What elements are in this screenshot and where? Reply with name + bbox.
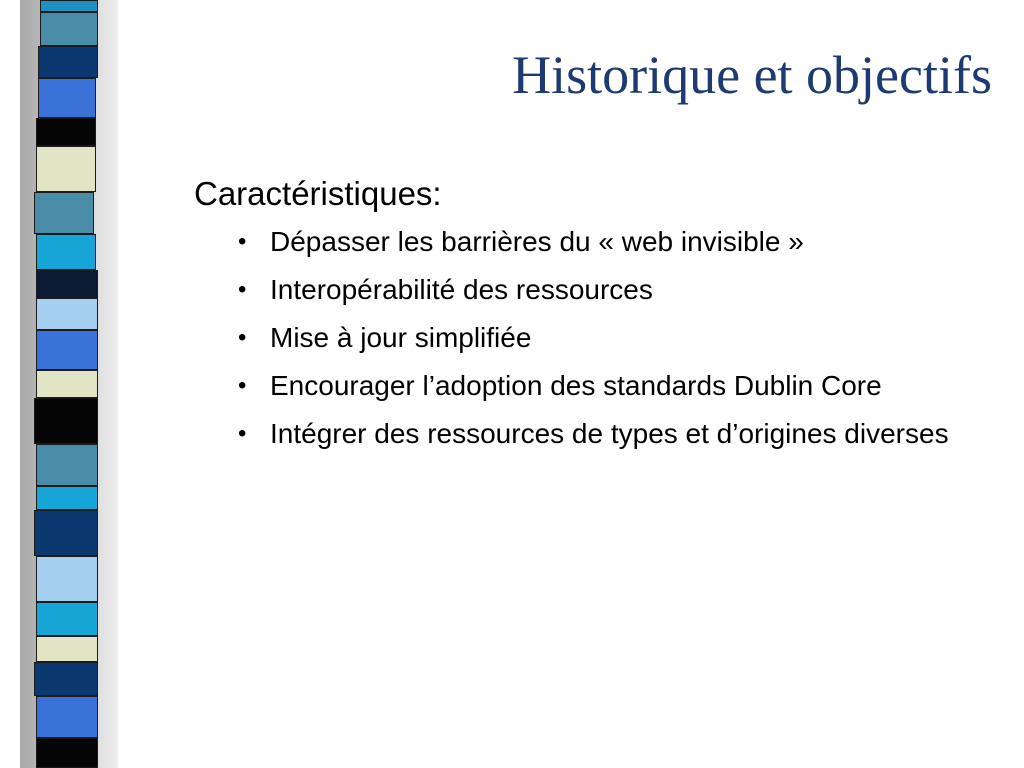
slide-body — [194, 170, 974, 462]
decorative-stripe-bar — [34, 0, 98, 768]
bullet-text: Mise à jour simplifiée — [270, 322, 532, 353]
slide-title: Historique et objectifs — [512, 45, 992, 105]
list-item — [194, 270, 974, 310]
stripe-block — [36, 738, 98, 768]
stripe-block — [34, 662, 98, 696]
list-item — [194, 222, 974, 262]
stripe-block — [36, 602, 98, 636]
stripe-block — [40, 0, 98, 12]
bullet-text: Dépasser les barrières du « web invisible » — [270, 226, 804, 257]
bullet-list — [194, 222, 974, 454]
stripe-block — [36, 444, 98, 486]
stripe-block — [36, 486, 98, 510]
stripe-block — [36, 696, 98, 738]
stripe-block — [38, 78, 96, 118]
stripe-block — [36, 370, 98, 398]
stripe-block — [34, 192, 94, 234]
stripe-block — [36, 118, 96, 146]
stripe-block — [34, 510, 98, 556]
list-item — [194, 414, 974, 454]
stripe-block — [40, 12, 98, 46]
stripe-block — [38, 46, 98, 78]
list-item — [194, 318, 974, 358]
stripe-block — [34, 398, 98, 444]
list-item — [194, 366, 974, 406]
bullet-icon: • — [238, 324, 247, 351]
section-heading: Caractéristiques: — [194, 175, 442, 212]
bullet-icon: • — [238, 228, 247, 255]
bullet-icon: • — [238, 372, 247, 399]
stripe-block — [36, 556, 98, 602]
stripe-block — [36, 330, 98, 370]
stripe-block — [36, 270, 98, 298]
stripe-block — [36, 146, 96, 192]
bullet-icon: • — [238, 276, 247, 303]
stripe-block — [36, 636, 98, 662]
bullet-icon: • — [238, 420, 247, 447]
stripe-block — [36, 298, 98, 330]
bullet-text: Intégrer des ressources de types et d’origines diverses — [270, 418, 949, 449]
bullet-text: Encourager l’adoption des standards Dublin Core — [270, 370, 882, 401]
bullet-text: Interopérabilité des ressources — [270, 274, 653, 305]
stripe-block — [36, 234, 96, 270]
